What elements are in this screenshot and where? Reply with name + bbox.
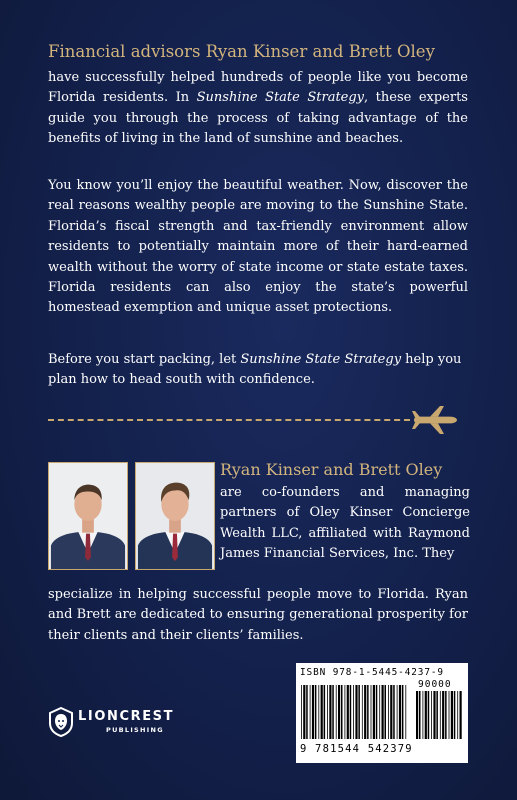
barcode-bar (336, 685, 337, 739)
barcode-bar (315, 685, 317, 739)
authors-name: Ryan Kinser and Brett Oley (220, 460, 443, 479)
lead-title: Financial advisors Ryan Kinser and Brett Oley (48, 42, 435, 61)
barcode-bar (436, 691, 438, 739)
barcode-bar (425, 691, 427, 739)
lion-head-icon (48, 707, 74, 737)
authors-bio-part-2: specialize in helping successful people move to Florida. Ryan and Brett are dedicated to ensuring generational prosperity for their clients and their clients’ families. (48, 587, 468, 643)
barcode-bar (338, 685, 340, 739)
barcode-bar (310, 685, 311, 739)
barcode-bar (353, 685, 354, 739)
intro-p3-start: Before you start packing, let (48, 352, 241, 367)
intro-p1-end: , these experts guide you through the process of taking advantage of the benefits of living in the land of sunshine and beaches. (48, 90, 468, 147)
book-title-italic: Sunshine State Strategy (196, 90, 365, 106)
barcode-bar (433, 691, 435, 739)
brett-oley-photo (135, 462, 215, 570)
barcode-bar (303, 685, 305, 739)
barcode-bar (393, 685, 395, 739)
barcode-bar (405, 685, 406, 739)
barcode-bar (440, 691, 441, 739)
barcode-bar (358, 685, 360, 739)
barcode-bar (382, 685, 384, 739)
intro-paragraph-3 (48, 350, 468, 391)
price-code: 90000 (418, 679, 452, 690)
barcode-bar (332, 685, 334, 739)
airplane-icon (410, 404, 458, 436)
ean-number: 9 781544 542379 (300, 743, 413, 755)
barcode-bar (460, 691, 462, 739)
ean-barcode-bars (301, 685, 409, 739)
barcode-bar (345, 685, 346, 739)
barcode-bar (341, 685, 343, 739)
dashed-divider (48, 419, 410, 421)
intro-paragraph-1 (48, 68, 468, 150)
publisher-logo (48, 707, 188, 737)
barcode-bar (431, 691, 432, 739)
barcode-bar (390, 685, 392, 739)
barcode-bar (385, 685, 387, 739)
book-title-italic-2: Sunshine State Strategy (240, 352, 402, 367)
barcode-bar (419, 691, 421, 739)
barcode-bar (324, 685, 326, 739)
intro-p3-end: help you plan how to head south with confidence. (48, 352, 462, 388)
barcode-bar (312, 685, 314, 739)
barcode-bar (388, 685, 389, 739)
barcode-bar (355, 685, 357, 739)
barcode-bar (376, 685, 378, 739)
barcode-bar (397, 685, 398, 739)
ryan-kinser-photo (48, 462, 128, 570)
barcode-bar (327, 685, 328, 739)
barcode-bar (350, 685, 352, 739)
barcode-bar (428, 691, 430, 739)
intro-paragraph-2: You know you’ll enjoy the beautiful weather. Now, discover the real reasons wealthy people are moving to the Sunshine State. Florida’s fiscal strength and tax-friendly environment allow residents to potentially maintain more of their hard-earned wealth without the worry of state income or state estate taxes. Florida residents can also enjoy the state’s powerful homestead exemption and unique asset protections. (48, 178, 468, 316)
barcode-bar (399, 685, 401, 739)
barcode-bar (367, 685, 369, 739)
barcode-bar (457, 691, 458, 739)
authors-bio-part-1: are co-founders and managing partners of Oley Kinser Concierge Wealth LLC, affiliated with Raymond James Financial Services, Inc. They (220, 485, 470, 562)
barcode-bar (301, 685, 302, 739)
barcode-bar (362, 685, 363, 739)
barcode-bar (402, 685, 404, 739)
barcode-bar (416, 691, 418, 739)
isbn-barcode (296, 663, 468, 763)
barcode-bar (451, 691, 453, 739)
intro-p1-start: have successfully helped hundreds of people like you become Florida residents. In (48, 70, 468, 106)
publisher-subtitle: PUBLISHING (106, 726, 164, 734)
barcode-bar (306, 685, 308, 739)
barcode-bar (373, 685, 375, 739)
barcode-bar (364, 685, 366, 739)
barcode-bar (442, 691, 444, 739)
isbn-number: ISBN 978-1-5445-4237-9 (300, 667, 444, 678)
publisher-name: LIONCREST (78, 709, 175, 724)
barcode-bar (423, 691, 424, 739)
barcode-bar (449, 691, 450, 739)
barcode-bar (321, 685, 323, 739)
barcode-bar (379, 685, 380, 739)
barcode-bar (347, 685, 349, 739)
barcode-bar (329, 685, 331, 739)
price-barcode-bars (416, 691, 462, 739)
barcode-bar (371, 685, 372, 739)
barcode-bar (445, 691, 447, 739)
barcode-bar (454, 691, 456, 739)
barcode-bar (318, 685, 319, 739)
